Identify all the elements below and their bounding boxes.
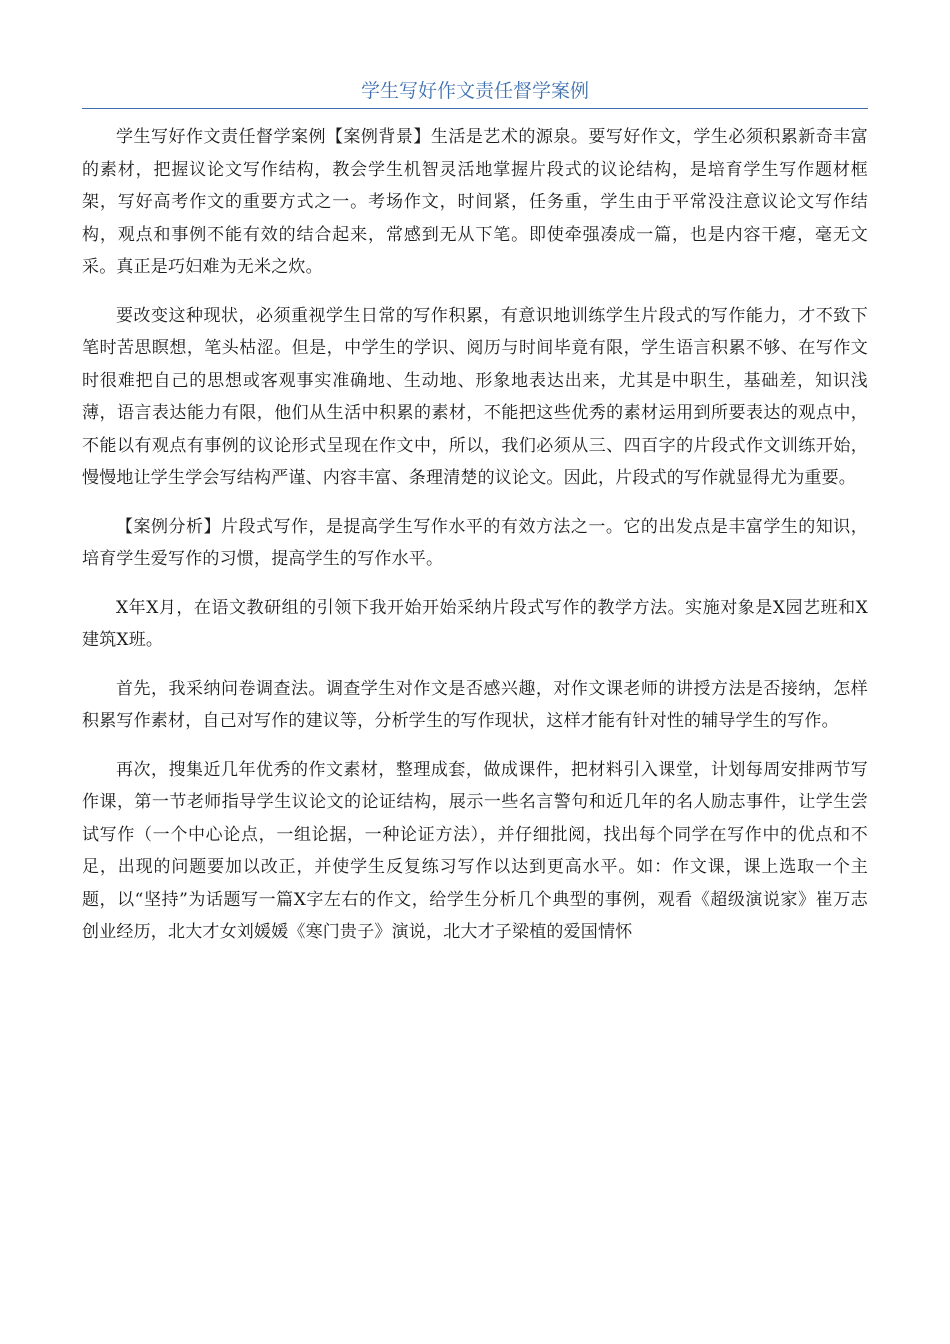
paragraph-implementation: X年X月，在语文教研组的引领下我开始开始采纳片段式写作的教学方法。实施对象是X园艺班和X建筑X班。 [82, 597, 868, 650]
document-page [82, 76, 868, 965]
paragraph-analysis: 【案例分析】片段式写作，是提高学生写作水平的有效方法之一。它的出发点是丰富学生的知识，培育学生爱写作的习惯，提高学生的写作水平。 [82, 516, 868, 569]
paragraph-materials: 再次，搜集近几年优秀的作文素材，整理成套，做成课件，把材料引入课堂，计划每周安排两节写作课，第一节老师指导学生议论文的论证结构，展示一些名言警句和近几年的名人励志事件，让学生尝试写作（一个中心论点，一组论据，一种论证方法），并仔细批阅，找出每个同学在写作中的优点和不足，出现的问题要加以改正，并使学生反复练习写作以达到更高水平。如：作文课，课上选取一个主题，以“坚持”为话题写一篇X字左右的作文，给学生分析几个典型的事例，观看《超级演说家》崔万志创业经历，北大才女刘媛媛《寒门贵子》演说，北大才子梁植的爱国情怀 [82, 759, 868, 942]
paragraph-background: 学生写好作文责任督学案例【案例背景】生活是艺术的源泉。要写好作文，学生必须积累新奇丰富的素材，把握议论文写作结构，教会学生机智灵活地掌握片段式的议论结构，是培育学生写作题材框架，写好高考作文的重要方式之一。考场作文，时间紧，任务重，学生由于平常没注意议论文写作结构，观点和事例不能有效的结合起来，常感到无从下笔。即使牵强凑成一篇，也是内容干瘪，毫无文采。真正是巧妇难为无米之炊。 [82, 127, 868, 277]
document-body [82, 121, 868, 949]
paragraph-survey: 首先，我采纳问卷调查法。调查学生对作文是否感兴趣，对作文课老师的讲授方法是否接纳，怎样积累写作素材，自己对写作的建议等，分析学生的写作现状，这样才能有针对性的辅导学生的写作。 [82, 678, 868, 731]
page-title: 学生写好作文责任督学案例 [82, 76, 868, 109]
paragraph-change: 要改变这种现状，必须重视学生日常的写作积累，有意识地训练学生片段式的写作能力，才不致下笔时苦思瞑想，笔头枯涩。但是，中学生的学识、阅历与时间毕竟有限，学生语言积累不够、在写作文时很难把自己的思想或客观事实准确地、生动地、形象地表达出来，尤其是中职生，基础差，知识浅薄，语言表达能力有限，他们从生活中积累的素材，不能把这些优秀的素材运用到所要表达的观点中，不能以有观点有事例的议论形式呈现在作文中，所以，我们必须从三、四百字的片段式作文训练开始，慢慢地让学生学会写结构严谨、内容丰富、条理清楚的议论文。因此，片段式的写作就显得尤为重要。 [82, 305, 868, 488]
